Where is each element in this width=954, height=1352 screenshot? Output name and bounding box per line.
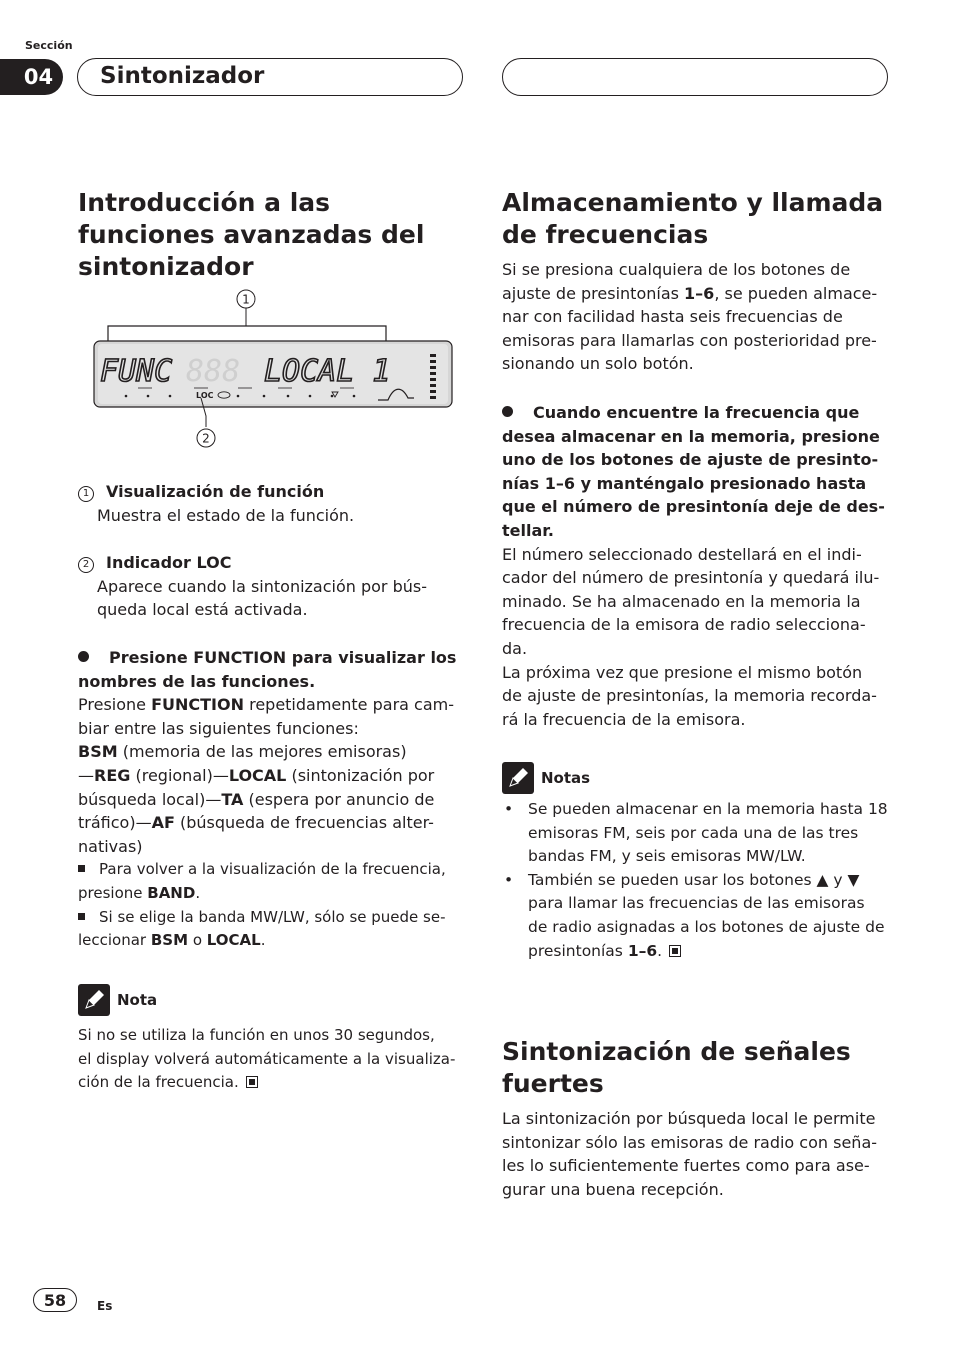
- storage-intro: Si se presiona cualquiera de los botones de ajuste de presintonías 1–6, se pueden almace- nar con facilidad hasta seis frecuencias de emisoras para llamarlas con posterioridad pre- sionando un solo botón.: [502, 260, 878, 374]
- item-number-1: 1: [78, 486, 94, 502]
- page-number: 58: [33, 1288, 77, 1312]
- note-box: [78, 984, 464, 1095]
- section-title: Sintonizador: [77, 58, 463, 96]
- notes-box: [502, 762, 890, 963]
- sub-bullet: Para volver a la visualización de la frecuencia,: [78, 858, 464, 882]
- segment-local: LOCAL 1: [264, 354, 391, 389]
- local-desc: La sintonización por búsqueda local le permite sintonizar sólo las emisoras de radio con seña- les lo suficientemente fuertes como para ase- gurar una buena recepción.: [502, 1109, 878, 1199]
- bullet-icon: [502, 406, 513, 417]
- function-instruction: [78, 646, 464, 953]
- note-title: Nota: [117, 991, 158, 1009]
- note-text: Si no se utiliza la función en unos 30 segundos,: [78, 1026, 435, 1044]
- header-right-frame: [502, 58, 888, 96]
- item-desc-2b: queda local está activada.: [97, 600, 308, 620]
- note-text: el display volverá automáticamente a la visualiza-: [78, 1049, 456, 1068]
- instruction-body: tráfico)—AF (búsqueda de frecuencias alter-: [78, 813, 434, 833]
- instruction-body: BSM (memoria de las mejores emisoras): [78, 742, 407, 762]
- item-desc-1: Muestra el estado de la función.: [97, 505, 355, 525]
- list-item: • También se pueden usar los botones ▲ y ▼ para llamar las frecuencias de las emisoras de radio asignadas a los botones de ajuste de presintonías 1–6.: [502, 869, 890, 963]
- left-heading: Introducción a las funciones avanzadas del sintonizador: [78, 188, 425, 281]
- instruction-body: Presione FUNCTION repetidamente para cam-: [78, 695, 454, 715]
- end-mark-icon: [246, 1076, 258, 1088]
- notes-list: [502, 798, 890, 963]
- instruction-line: Presione FUNCTION para visualizar los: [109, 648, 457, 667]
- lcd-display-graphic: [78, 284, 464, 454]
- instruction-body: búsqueda local)—TA (espera por anuncio de: [78, 789, 435, 809]
- callout-2: 2: [202, 431, 210, 446]
- item-title-1: Visualización de función: [106, 482, 325, 501]
- language-code: Es: [97, 1299, 113, 1313]
- segment-func: FUNC: [100, 354, 173, 389]
- instruction-line: nombres de las funciones.: [78, 671, 316, 691]
- storage-step: Cuando encuentre la frecuencia que desea almacenar en la memoria, presione uno de los botones de ajuste de presinto- nías 1–6 y manténgalo presionado hasta que el número de presintonía deje de des- tellar. El número seleccionado destellará en el indi- cador del número de presintonía y quedará ilu- minado. Se ha almacenado en la memoria la frecuencia de la emisora de radio selecciona- da. La próxima vez que presione el mismo botón de ajuste de presintonías, la memoria recorda- rá la frecuencia de la emisora.: [502, 403, 885, 729]
- pencil-icon: [502, 762, 534, 794]
- callout-1: 1: [242, 292, 250, 307]
- section-label: Sección: [25, 39, 73, 52]
- item-desc-2a: Aparece cuando la sintonización por bús-: [97, 576, 427, 596]
- bullet-icon: [78, 651, 89, 662]
- svg-text:888: 888: [186, 354, 241, 389]
- item-number-2: 2: [78, 557, 94, 573]
- end-mark-icon: [669, 945, 681, 957]
- note-text: ción de la frecuencia.: [78, 1071, 464, 1095]
- square-bullet-icon: [78, 865, 85, 872]
- right-heading-local: Sintonización de señales fuertes: [502, 1037, 851, 1098]
- section-number-badge: 04: [0, 59, 63, 95]
- sub-bullet: Si se elige la banda MW/LW, sólo se puede se-: [78, 906, 464, 930]
- instruction-body: —REG (regional)—LOCAL (sintonización por: [78, 765, 435, 785]
- right-heading-storage: Almacenamiento y llamada de frecuencias: [502, 188, 884, 249]
- loc-indicator: LOC: [196, 391, 214, 400]
- square-bullet-icon: [78, 913, 85, 920]
- item-function-display: [78, 480, 464, 527]
- notes-title: Notas: [541, 769, 591, 787]
- sub-bullet-cont: leccionar BSM o LOCAL.: [78, 931, 266, 950]
- list-item: • Se pueden almacenar en la memoria hasta 18 emisoras FM, seis por cada una de las tres bandas FM, y seis emisoras MW/LW.: [502, 798, 890, 869]
- pencil-icon: [78, 984, 110, 1016]
- item-loc-indicator: [78, 551, 464, 622]
- display-illustration: [78, 284, 464, 454]
- sub-bullet-cont: presione BAND.: [78, 883, 201, 902]
- item-title-2: Indicador LOC: [106, 553, 232, 572]
- instruction-body: biar entre las siguientes funciones:: [78, 718, 359, 738]
- instruction-body: nativas): [78, 836, 143, 856]
